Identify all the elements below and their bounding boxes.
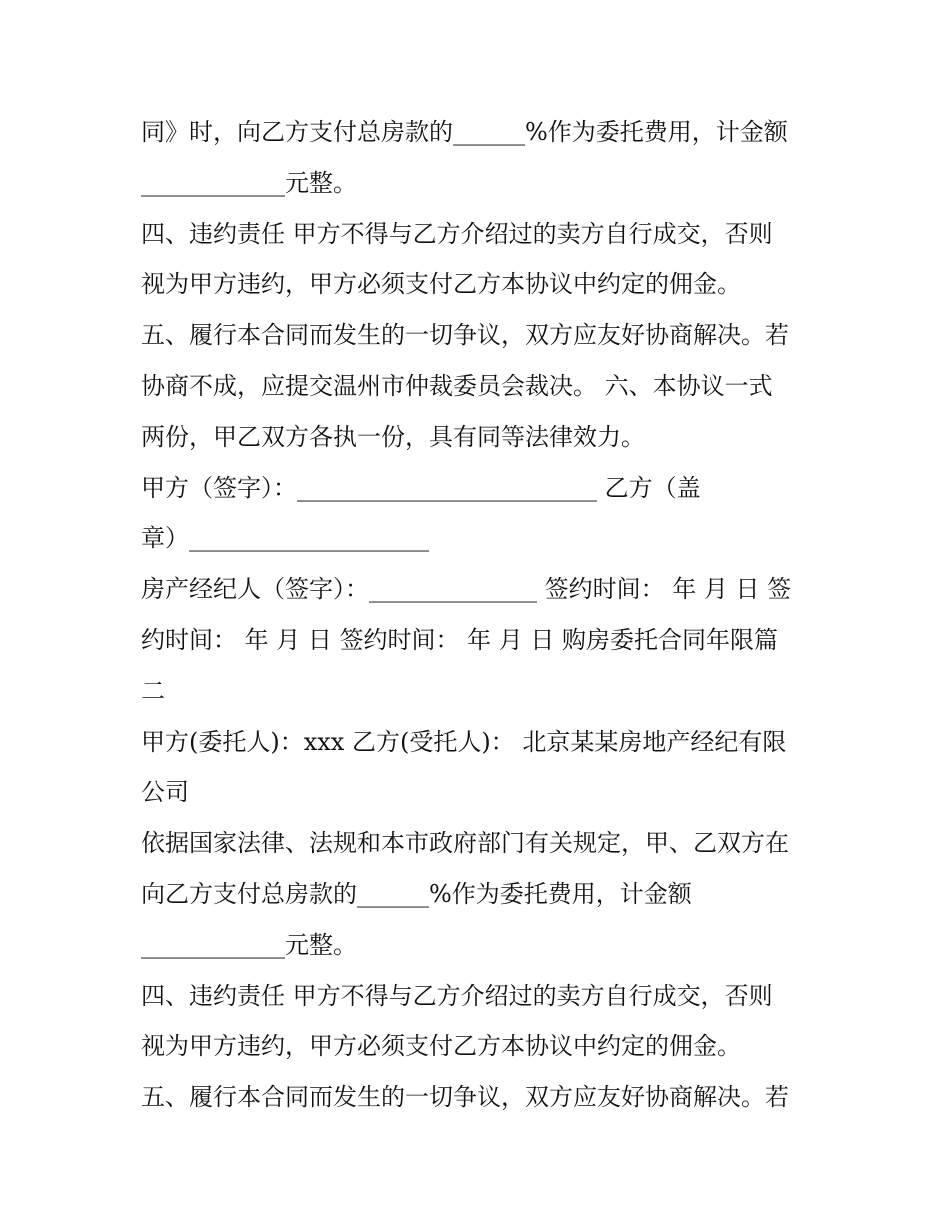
document-body [141,107,831,1123]
text-line: 协商不成，应提交温州市仲裁委员会裁决。 六、本协议一式 [141,371,773,400]
text-line: 五、履行本合同而发生的一切争议，双方应友好协商解决。若 [141,321,789,350]
text-line: 约时间： 年 月 日 签约时间： 年 月 日 购房委托合同年限篇 [141,625,779,654]
text-line: ____________元整。 [141,930,357,959]
text-line: 依据国家法律、法规和本市政府部门有关规定，甲、乙双方在 [141,829,789,858]
parties-line: 甲方(委托人)：xxx 乙方(受托人)： 北京某某房地产经纪有限 [141,727,787,756]
text-line: 视为甲方违约，甲方必须支付乙方本协议中约定的佣金。 [141,1032,741,1061]
text-line: 视为甲方违约，甲方必须支付乙方本协议中约定的佣金。 [141,270,741,299]
text-line: 同》时，向乙方支付总房款的______%作为委托费用，计金额 [141,118,788,146]
section-heading: 二 [141,676,165,705]
text-line: 五、履行本合同而发生的一切争议，双方应友好协商解决。若 [141,1083,789,1112]
signature-line: 房产经纪人（签字）：______________ 签约时间： 年 月 日 签 [141,575,792,604]
signature-line: 章）____________________ [141,524,429,553]
text-line: 四、违约责任 甲方不得与乙方介绍过的卖方自行成交，否则 [141,219,773,248]
signature-line: 甲方（签字）：_________________________ 乙方（盖 [141,473,701,502]
text-line: ____________元整。 [141,168,357,197]
text-line: 向乙方支付总房款的______%作为委托费用，计金额 [141,879,692,908]
parties-line: 公司 [141,778,189,807]
text-line: 四、违约责任 甲方不得与乙方介绍过的卖方自行成交，否则 [141,981,773,1010]
text-line: 两份，甲乙双方各执一份，具有同等法律效力。 [141,422,645,451]
